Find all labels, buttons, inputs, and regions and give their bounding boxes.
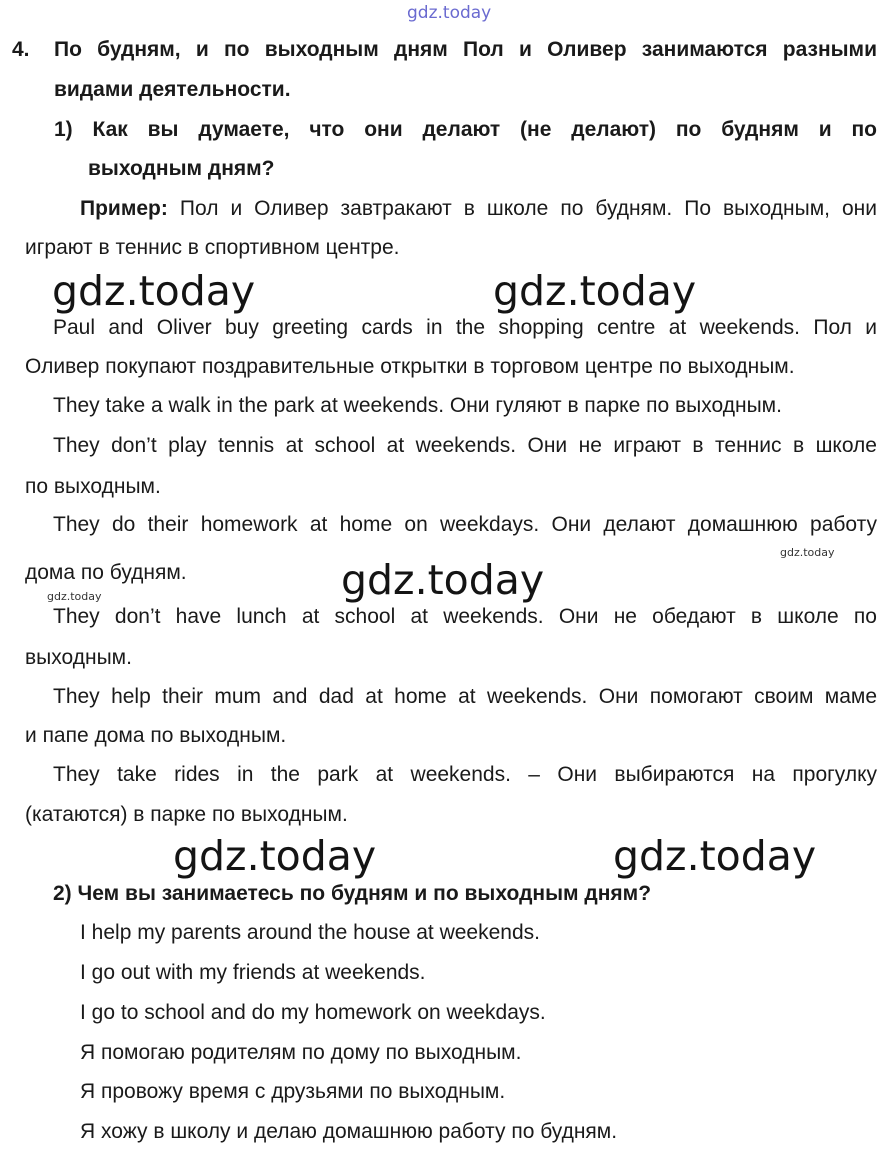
part2-answer-1: I help my parents around the house at weekends. (80, 921, 540, 944)
answer-3-line1: They don’t play tennis at school at weekends. Они не играют в теннис в школе (53, 434, 877, 457)
answer-4-line2: дома по будням. (25, 561, 187, 584)
watermark-5: gdz.today (613, 832, 817, 880)
watermark-3: gdz.today (341, 556, 545, 604)
part1-question-line2: выходным дням? (88, 157, 275, 180)
task-number: 4. (12, 38, 30, 61)
part2-answer-6: Я хожу в школу и делаю домашнюю работу по будням. (80, 1120, 618, 1143)
example-text: Пол и Оливер завтракают в школе по будням. По выходным, они (167, 197, 877, 220)
answer-3-line2: по выходным. (25, 475, 161, 498)
watermark-4: gdz.today (173, 832, 377, 880)
answer-1-line1: Paul and Oliver buy greeting cards in the shopping centre at weekends. Пол и (53, 316, 877, 339)
watermark-top: gdz.today (407, 3, 492, 23)
answer-7-line2: (катаются) в парке по выходным. (25, 803, 348, 826)
part2-answer-2: I go out with my friends at weekends. (80, 961, 426, 984)
answer-6-line2: и папе дома по выходным. (25, 724, 287, 747)
part1-question-line1: 1) Как вы думаете, что они делают (не делают) по будням и по (54, 118, 877, 141)
answer-4-line1: They do their homework at home on weekdays. Они делают домашнюю работу (53, 513, 877, 536)
answer-5-line1: They don’t have lunch at school at weekends. Они не обедают в школе по (53, 605, 877, 628)
answer-5-line2: выходным. (25, 646, 132, 669)
answer-1-line2: Оливер покупают поздравительные открытки в торговом центре по выходным. (25, 355, 795, 378)
answer-7-line1: They take rides in the park at weekends. – Они выбираются на прогулку (53, 763, 877, 786)
watermark-1: gdz.today (52, 267, 256, 315)
part2-question: 2) Чем вы занимаетесь по будням и по выходным дням? (53, 882, 652, 905)
watermark-2: gdz.today (493, 267, 697, 315)
task-title-line2: видами деятельности. (54, 78, 291, 101)
watermark-small-2: gdz.today (47, 590, 102, 603)
example-line2: играют в теннис в спортивном центре. (25, 236, 400, 259)
task-title-line1: По будням, и по выходным дням Пол и Оливер занимаются разными (54, 38, 877, 61)
watermark-small-1: gdz.today (780, 546, 835, 559)
example-label: Пример: (80, 197, 168, 220)
part2-answer-4: Я помогаю родителям по дому по выходным. (80, 1041, 522, 1064)
part2-answer-5: Я провожу время с друзьями по выходным. (80, 1080, 506, 1103)
part2-answer-3: I go to school and do my homework on weekdays. (80, 1001, 546, 1024)
example-line1 (80, 196, 877, 222)
answer-2-line1: They take a walk in the park at weekends. Они гуляют в парке по выходным. (53, 394, 782, 417)
answer-6-line1: They help their mum and dad at home at weekends. Они помогают своим маме (53, 685, 877, 708)
